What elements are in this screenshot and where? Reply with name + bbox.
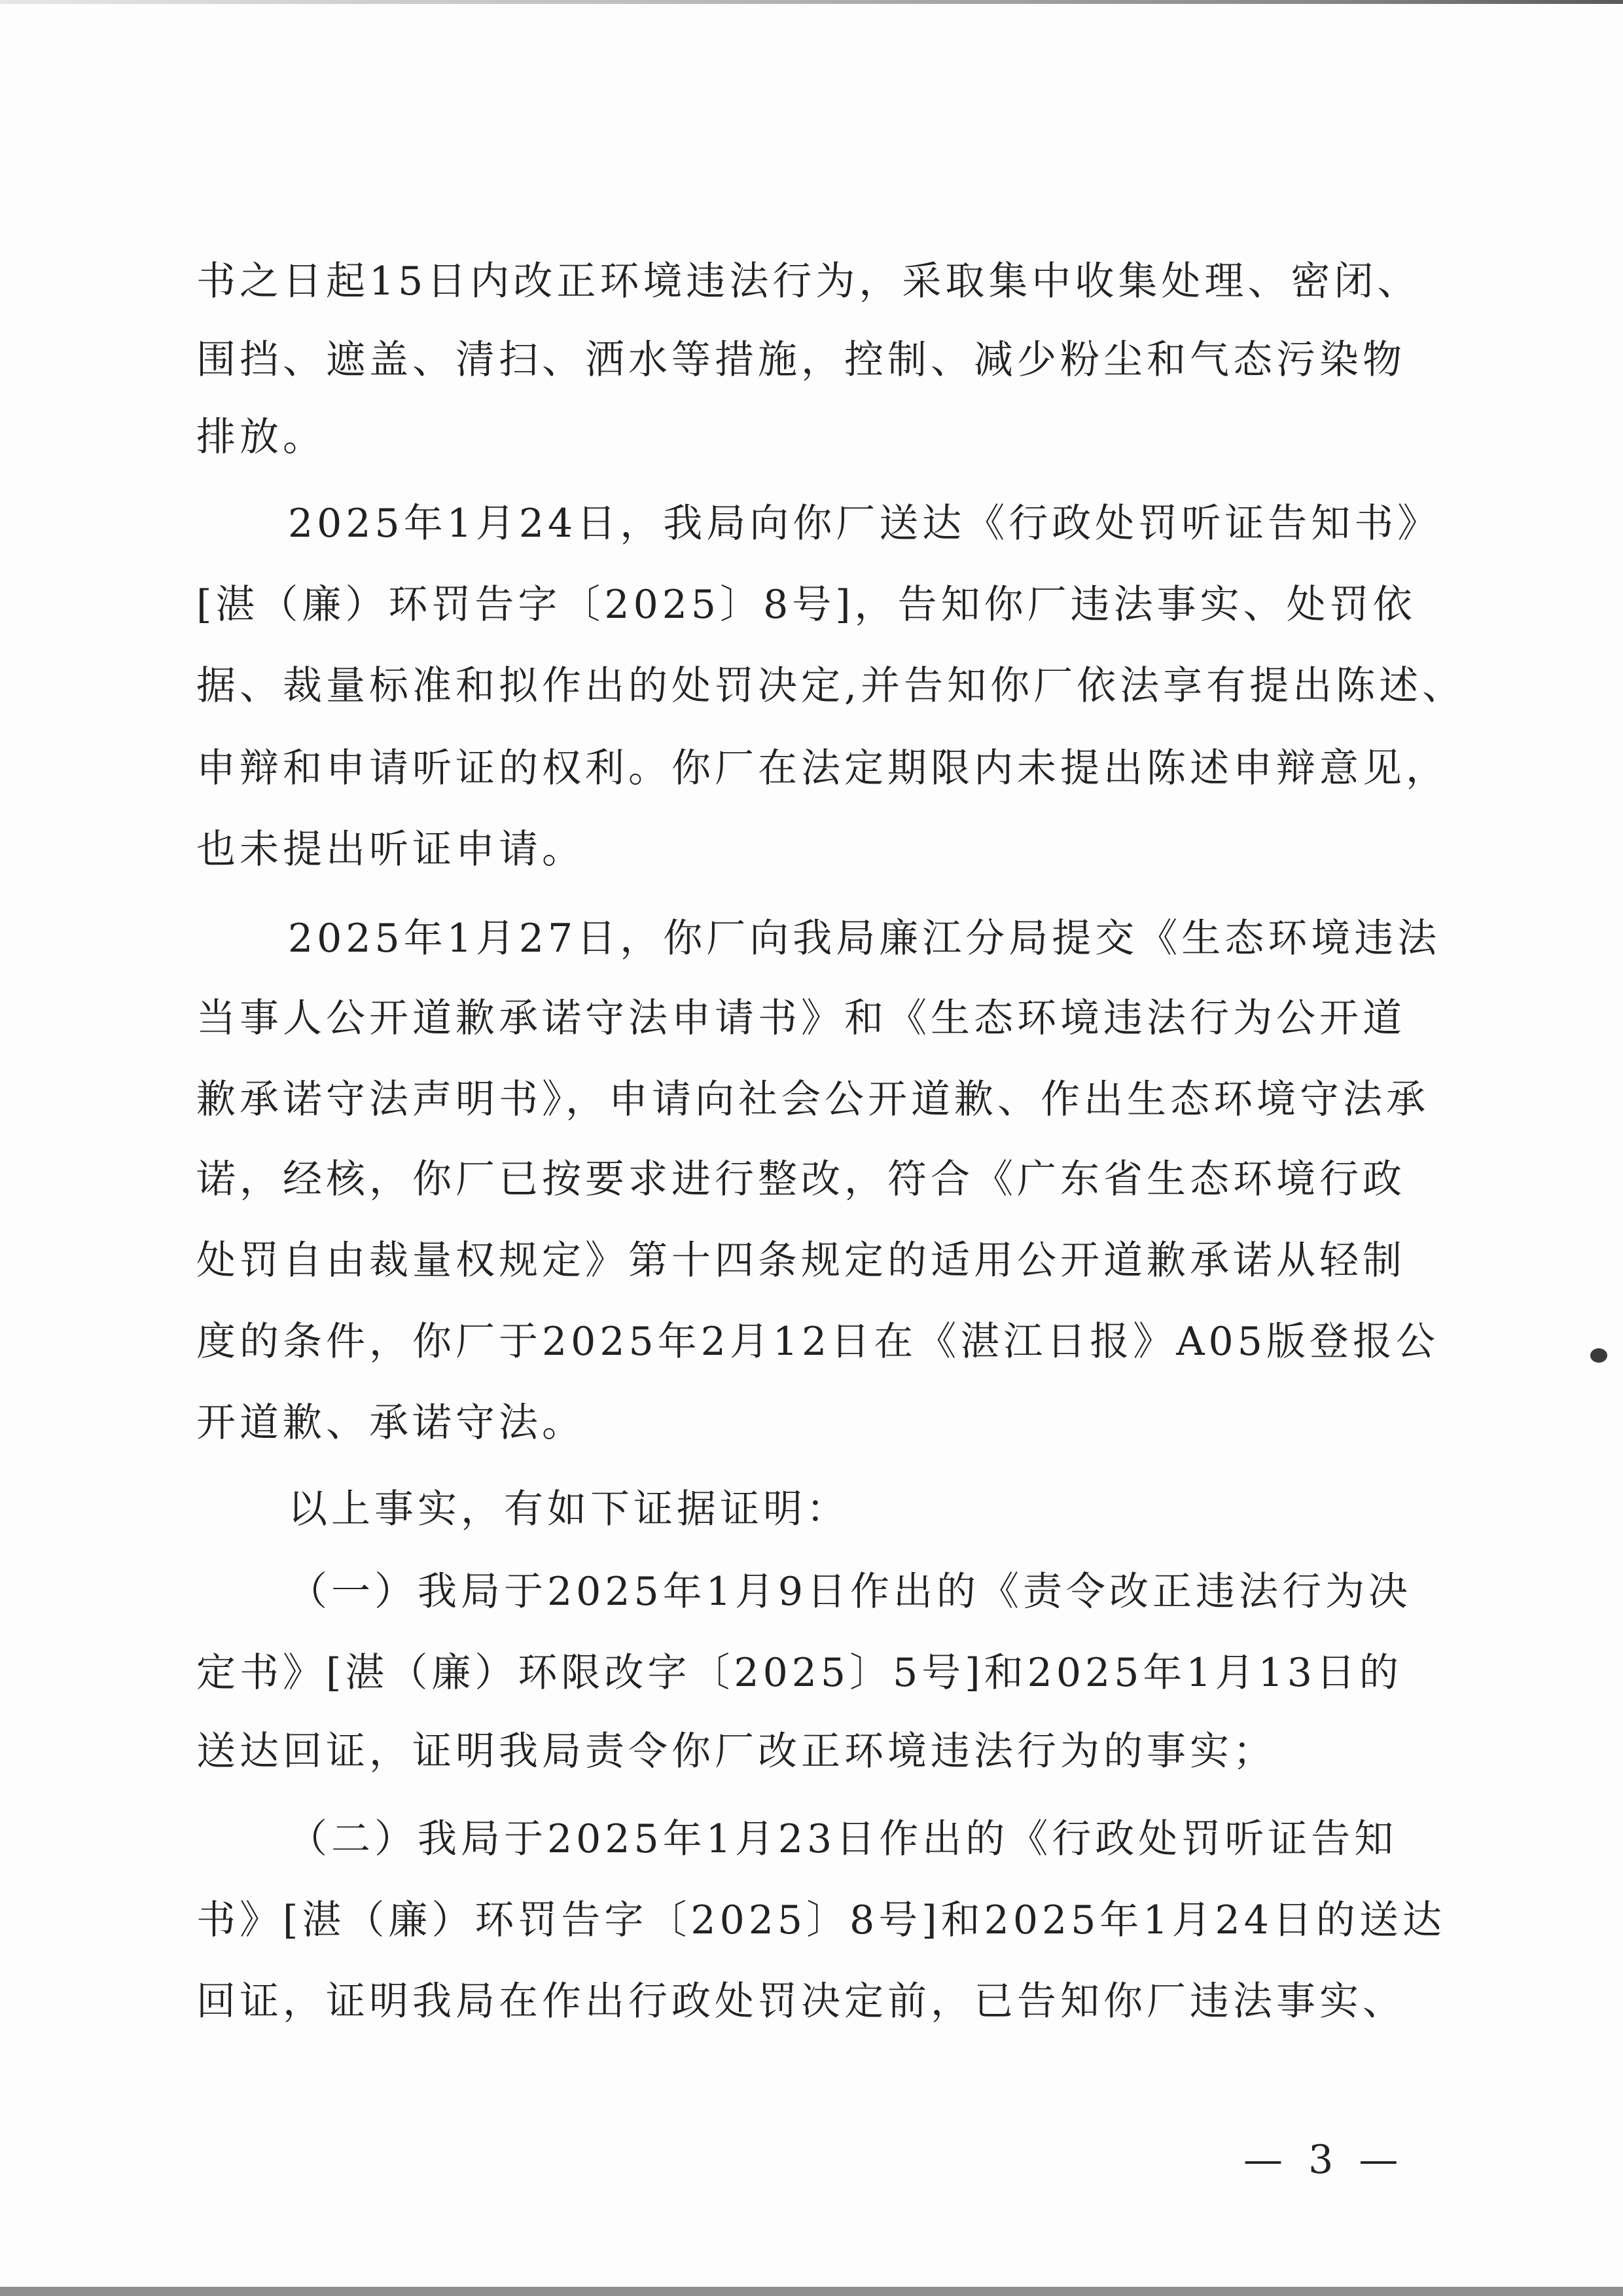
text-line: [湛（廉）环罚告字〔2025〕8号]，告知你厂违法事实、处罚依	[196, 582, 1416, 628]
scan-edge-bottom	[0, 2287, 1623, 2296]
text-line: 开道歉、承诺守法。	[196, 1400, 585, 1446]
text-line: 排放。	[196, 414, 326, 460]
text-line: 处罚自由裁量权规定》第十四条规定的适用公开道歉承诺从轻制	[196, 1238, 1406, 1283]
text-line: 回证，证明我局在作出行政处罚决定前，已告知你厂违法事实、	[196, 1979, 1406, 2024]
text-line: （二）我局于2025年1月23日作出的《行政处罚听证告知	[288, 1816, 1398, 1862]
page-number: — 3 —	[1243, 2137, 1405, 2183]
text-line: 诺，经核，你厂已按要求进行整改，符合《广东省生态环境行政	[196, 1157, 1406, 1202]
text-line: 申辩和申请听证的权利。你厂在法定期限内未提出陈述申辩意见，	[196, 745, 1449, 791]
text-line: （一）我局于2025年1月9日作出的《责令改正违法行为决	[288, 1569, 1412, 1615]
text-line: 歉承诺守法声明书》，申请向社会公开道歉、作出生态环境守法承	[196, 1077, 1429, 1122]
text-line: 2025年1月24日，我局向你厂送达《行政处罚听证告知书》	[288, 501, 1441, 547]
text-line: 当事人公开道歉承诺守法申请书》和《生态环境违法行为公开道	[196, 996, 1406, 1041]
text-line: 书》[湛（廉）环罚告字〔2025〕8号]和2025年1月24日的送达	[196, 1897, 1446, 1943]
text-line: 围挡、遮盖、清扫、洒水等措施，控制、减少粉尘和气态污染物	[196, 337, 1406, 383]
text-line: 以上事实，有如下证据证明：	[288, 1486, 849, 1532]
scan-speck	[1590, 1348, 1607, 1363]
text-line: 也未提出听证申请。	[196, 827, 585, 872]
text-line: 定书》[湛（廉）环限改字〔2025〕5号]和2025年1月13日的	[196, 1650, 1402, 1696]
text-line: 2025年1月27日，你厂向我局廉江分局提交《生态环境违法	[288, 916, 1441, 961]
text-line: 度的条件，你厂于2025年2月12日在《湛江日报》A05版登报公	[196, 1319, 1439, 1365]
scan-edge-top	[0, 0, 1623, 4]
text-line: 送达回证，证明我局责令你厂改正环境违法行为的事实；	[196, 1729, 1276, 1774]
text-line: 据、裁量标准和拟作出的处罚决定,并告知你厂依法享有提出陈述、	[196, 663, 1466, 709]
text-line: 书之日起15日内改正环境违法行为，采取集中收集处理、密闭、	[196, 259, 1421, 304]
